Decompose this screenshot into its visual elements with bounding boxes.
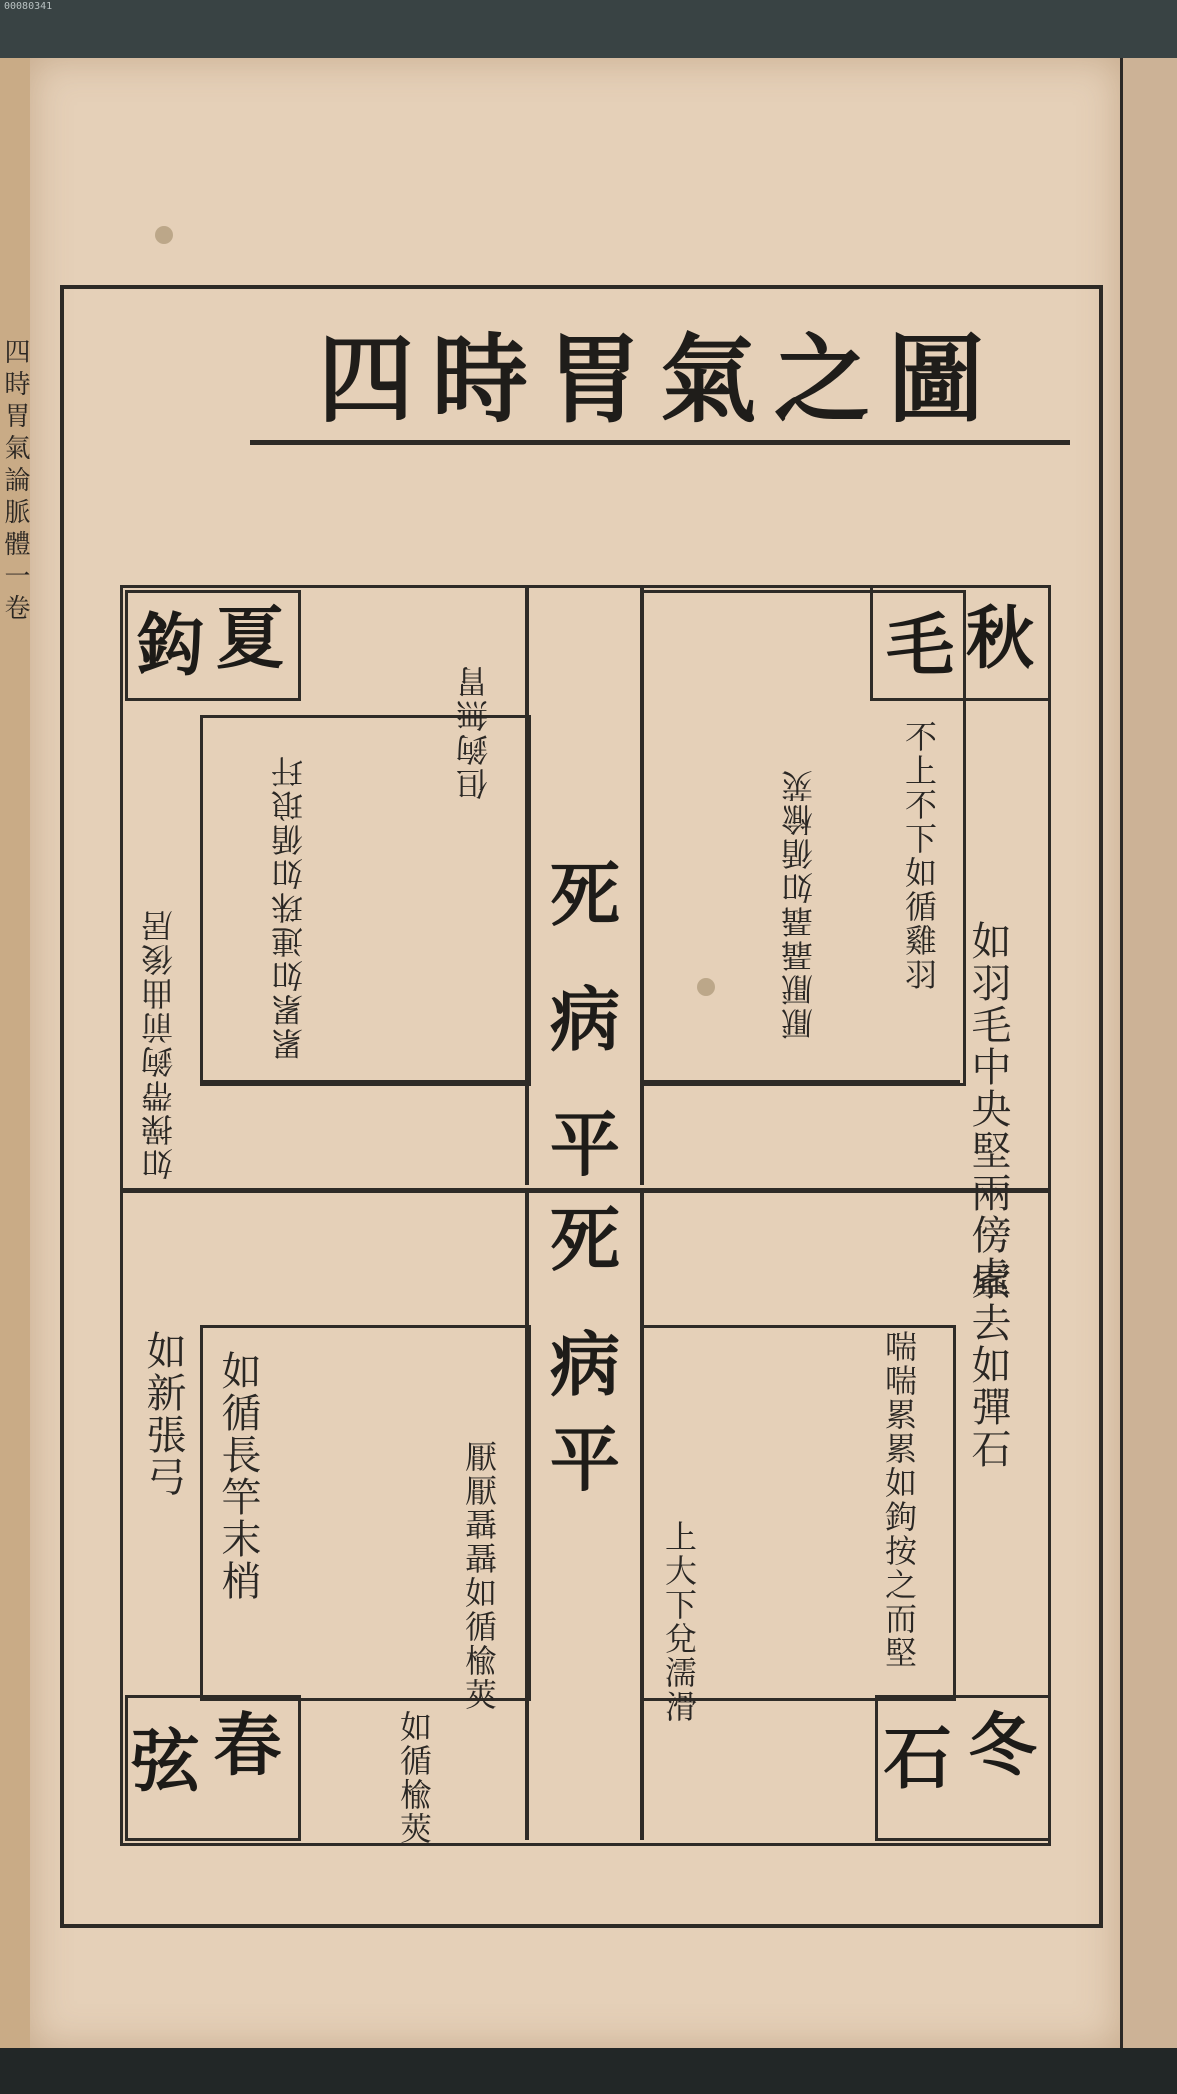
- scanner-top-strip: [0, 0, 1177, 58]
- spring-inner-text: 如循長竿末梢: [215, 1350, 261, 1602]
- winter-inner-text: 喘喘累累如鉤按之而堅: [880, 1330, 918, 1670]
- scan-id-label: 00080341: [4, 1, 53, 12]
- autumn-outer-text: 如羽毛中央堅兩傍虛: [965, 920, 1011, 1298]
- center-word-upper-1: 死: [550, 853, 620, 936]
- center-word-upper-3: 平: [550, 1103, 620, 1186]
- left-page-text: 四時胃氣論脈體一卷: [0, 338, 30, 626]
- winter-mid-text: 上大下兌濡滑: [660, 1520, 698, 1724]
- autumn-inner-text: 厭厭聶聶如循楡莢: [780, 768, 818, 1040]
- spring-outer-text: 如新張弓: [140, 1330, 186, 1498]
- page-title: 四時胃氣之圖: [318, 323, 1002, 436]
- scanner-bottom-strip: [0, 2048, 1177, 2094]
- summer-mid-text: 但鉤無胃: [455, 664, 493, 800]
- summer-inner-text: 累累如連珠如循琅玕: [270, 754, 308, 1060]
- center-word-lower-1: 死: [550, 1198, 620, 1281]
- winter-outer-text: 索去如彈石: [965, 1260, 1011, 1470]
- summer-outer-text: 如操帶鉤前曲後居: [140, 908, 178, 1180]
- summer-pulse: 鈎: [135, 606, 204, 686]
- summer-name: 夏: [215, 599, 284, 679]
- center-word-lower-3: 平: [550, 1418, 620, 1501]
- paper-hole: [155, 226, 173, 244]
- autumn-mid-text: 不上不下如循雞羽: [900, 720, 938, 992]
- autumn-pulse: 毛: [885, 606, 954, 686]
- spring-name: 春: [213, 1706, 282, 1786]
- center-word-lower-2: 病: [550, 1323, 620, 1406]
- spring-mid-text: 厭厭聶聶如循楡莢: [460, 1440, 498, 1712]
- spring-pulse: 弦: [131, 1722, 200, 1802]
- center-word-upper-2: 病: [550, 978, 620, 1061]
- autumn-name: 秋: [965, 599, 1034, 679]
- right-page-edge: [1120, 58, 1177, 2048]
- winter-pulse: 石: [883, 1719, 952, 1799]
- title-box: [250, 305, 1070, 445]
- winter-name: 冬: [968, 1706, 1037, 1786]
- bottom-left-label: 如循楡莢: [395, 1710, 433, 1846]
